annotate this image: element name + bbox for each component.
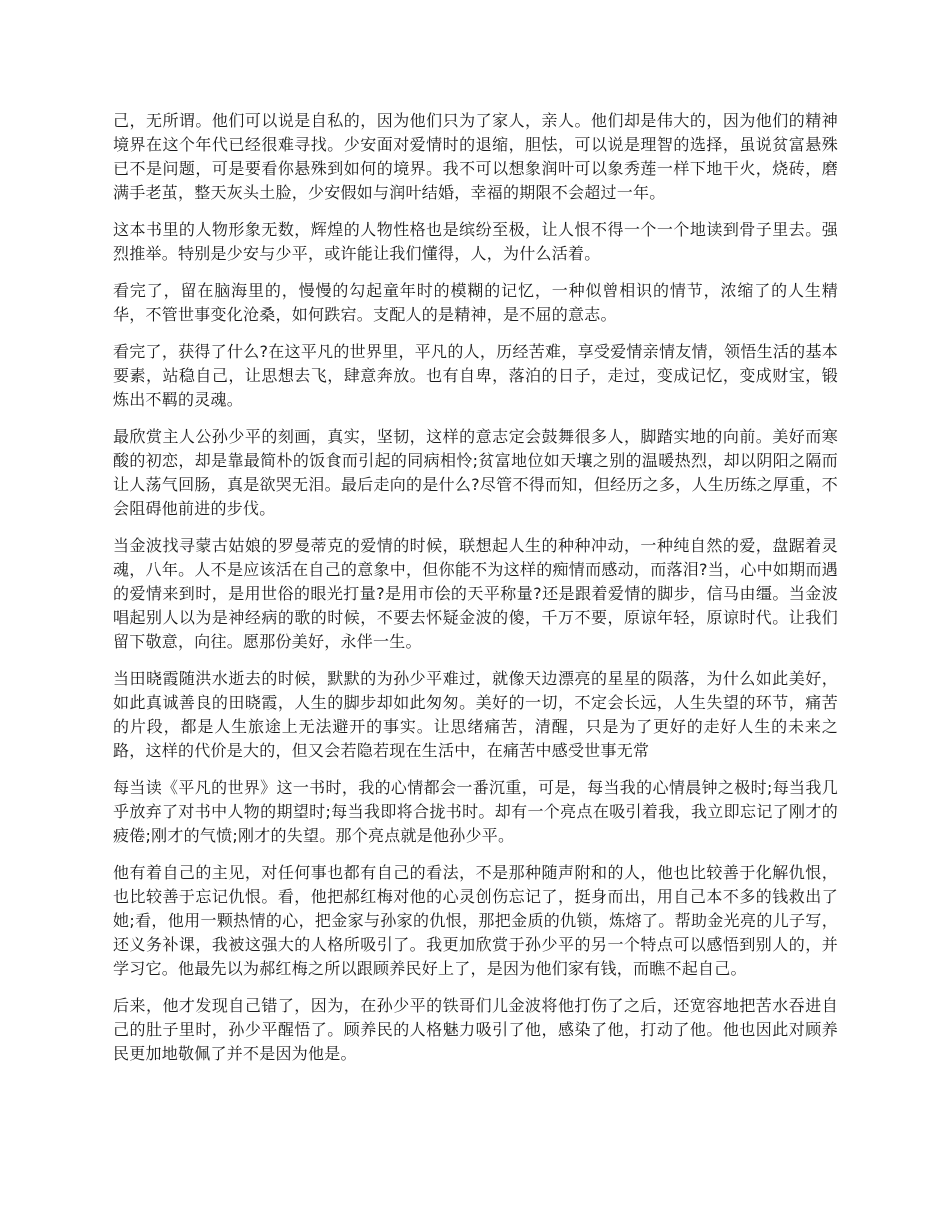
paragraph-1: 己，无所谓。他们可以说是自私的，因为他们只为了家人，亲人。他们却是伟大的，因为他们的精神境界在这个年代已经很难寻找。少安面对爱情时的退缩，胆怯，可以说是理智的选择，虽说贫富悬殊已不是问题，可是要看你悬殊到如何的境界。我不可以想象润叶可以象秀莲一样下地干火，烧砖，磨满手老茧，整天灰头土脸，少安假如与润叶结婚，幸福的期限不会超过一年。: [113, 111, 838, 202]
paragraph-8: 每当读《平凡的世界》这一书时，我的心情都会一番沉重，可是，每当我的心情晨钟之极时;每当我几乎放弃了对书中人物的期望时;每当我即将合拢书时。却有一个亮点在吸引着我，我立即忘记了刚才的疲倦;刚才的气愤;刚才的失望。那个亮点就是他孙少平。: [113, 778, 838, 845]
paragraph-7: 当田晓霞随洪水逝去的时候，默默的为孙少平难过，就像天边漂亮的星星的陨落，为什么如此美好，如此真诚善良的田晓霞，人生的脚步却如此匆匆。美好的一切，不定会长远，人生失望的环节，痛苦的片段，都是人生旅途上无法避开的事实。让思绪痛苦，清醒，只是为了更好的走好人生的未来之路，这样的代价是大的，但又会若隐若现在生活中，在痛苦中感受世事无常: [113, 669, 838, 760]
paragraph-10: 后来，他才发现自己错了，因为，在孙少平的铁哥们儿金波将他打伤了之后，还宽容地把苦水吞进自己的肚子里时，孙少平醒悟了。顾养民的人格魅力吸引了他，感染了他，打动了他。他也因此对顾养民更加地敬佩了并不是因为他是。: [113, 996, 838, 1063]
paragraph-2: 这本书里的人物形象无数，辉煌的人物性格也是缤纷至极，让人恨不得一个一个地读到骨子里去。强烈推举。特别是少安与少平，或许能让我们懂得，人，为什么活着。: [113, 220, 838, 263]
paragraph-6: 当金波找寻蒙古姑娘的罗曼蒂克的爱情的时候，联想起人生的种种冲动，一种纯自然的爱，盘踞着灵魂，八年。人不是应该活在自己的意象中，但你能不为这样的痴情而感动，而落泪?当，心中如期而遇的爱情来到时，是用世俗的眼光打量?是用市侩的天平称量?还是跟着爱情的脚步，信马由缰。当金波唱起别人以为是神经病的歌的时候，不要去怀疑金波的傻，千万不要，原谅年轻，原谅时代。让我们留下敬意，向往。愿那份美好，永伴一生。: [113, 536, 838, 651]
paragraph-3: 看完了，留在脑海里的，慢慢的勾起童年时的模糊的记忆，一种似曾相识的情节，浓缩了的人生精华，不管世事变化沧桑，如何跌宕。支配人的是精神，是不屈的意志。: [113, 281, 838, 324]
paragraph-4: 看完了，获得了什么?在这平凡的世界里，平凡的人，历经苦难，享受爱情亲情友情，领悟生活的基本要素，站稳自己，让思想去飞，肆意奔放。也有自卑，落泊的日子，走过，变成记忆，变成财宝，锻炼出不羁的灵魂。: [113, 342, 838, 409]
document-body: [113, 109, 838, 1079]
paragraph-5: 最欣赏主人公孙少平的刻画，真实，坚韧，这样的意志定会鼓舞很多人，脚踏实地的向前。美好而寒酸的初恋，却是靠最简朴的饭食而引起的同病相怜;贫富地位如天壤之别的温暖热烈，却以阴阳之隔而让人荡气回肠，真是欲哭无泪。最后走向的是什么?尽管不得而知，但经历之多，人生历练之厚重，不会阻碍他前进的步伐。: [113, 427, 838, 518]
paragraph-9: 他有着自己的主见，对任何事也都有自己的看法，不是那种随声附和的人，他也比较善于化解仇恨，也比较善于忘记仇恨。看，他把郝红梅对他的心灵创伤忘记了，挺身而出，用自己本不多的钱救出了她;看，他用一颗热情的心，把金家与孙家的仇恨，那把金质的仇锁，炼熔了。帮助金光亮的儿子写，还义务补课，我被这强大的人格所吸引了。我更加欣赏于孙少平的另一个特点可以感悟到别人的，并学习它。他最先以为郝红梅之所以跟顾养民好上了，是因为他们家有钱，而瞧不起自己。: [113, 863, 838, 978]
